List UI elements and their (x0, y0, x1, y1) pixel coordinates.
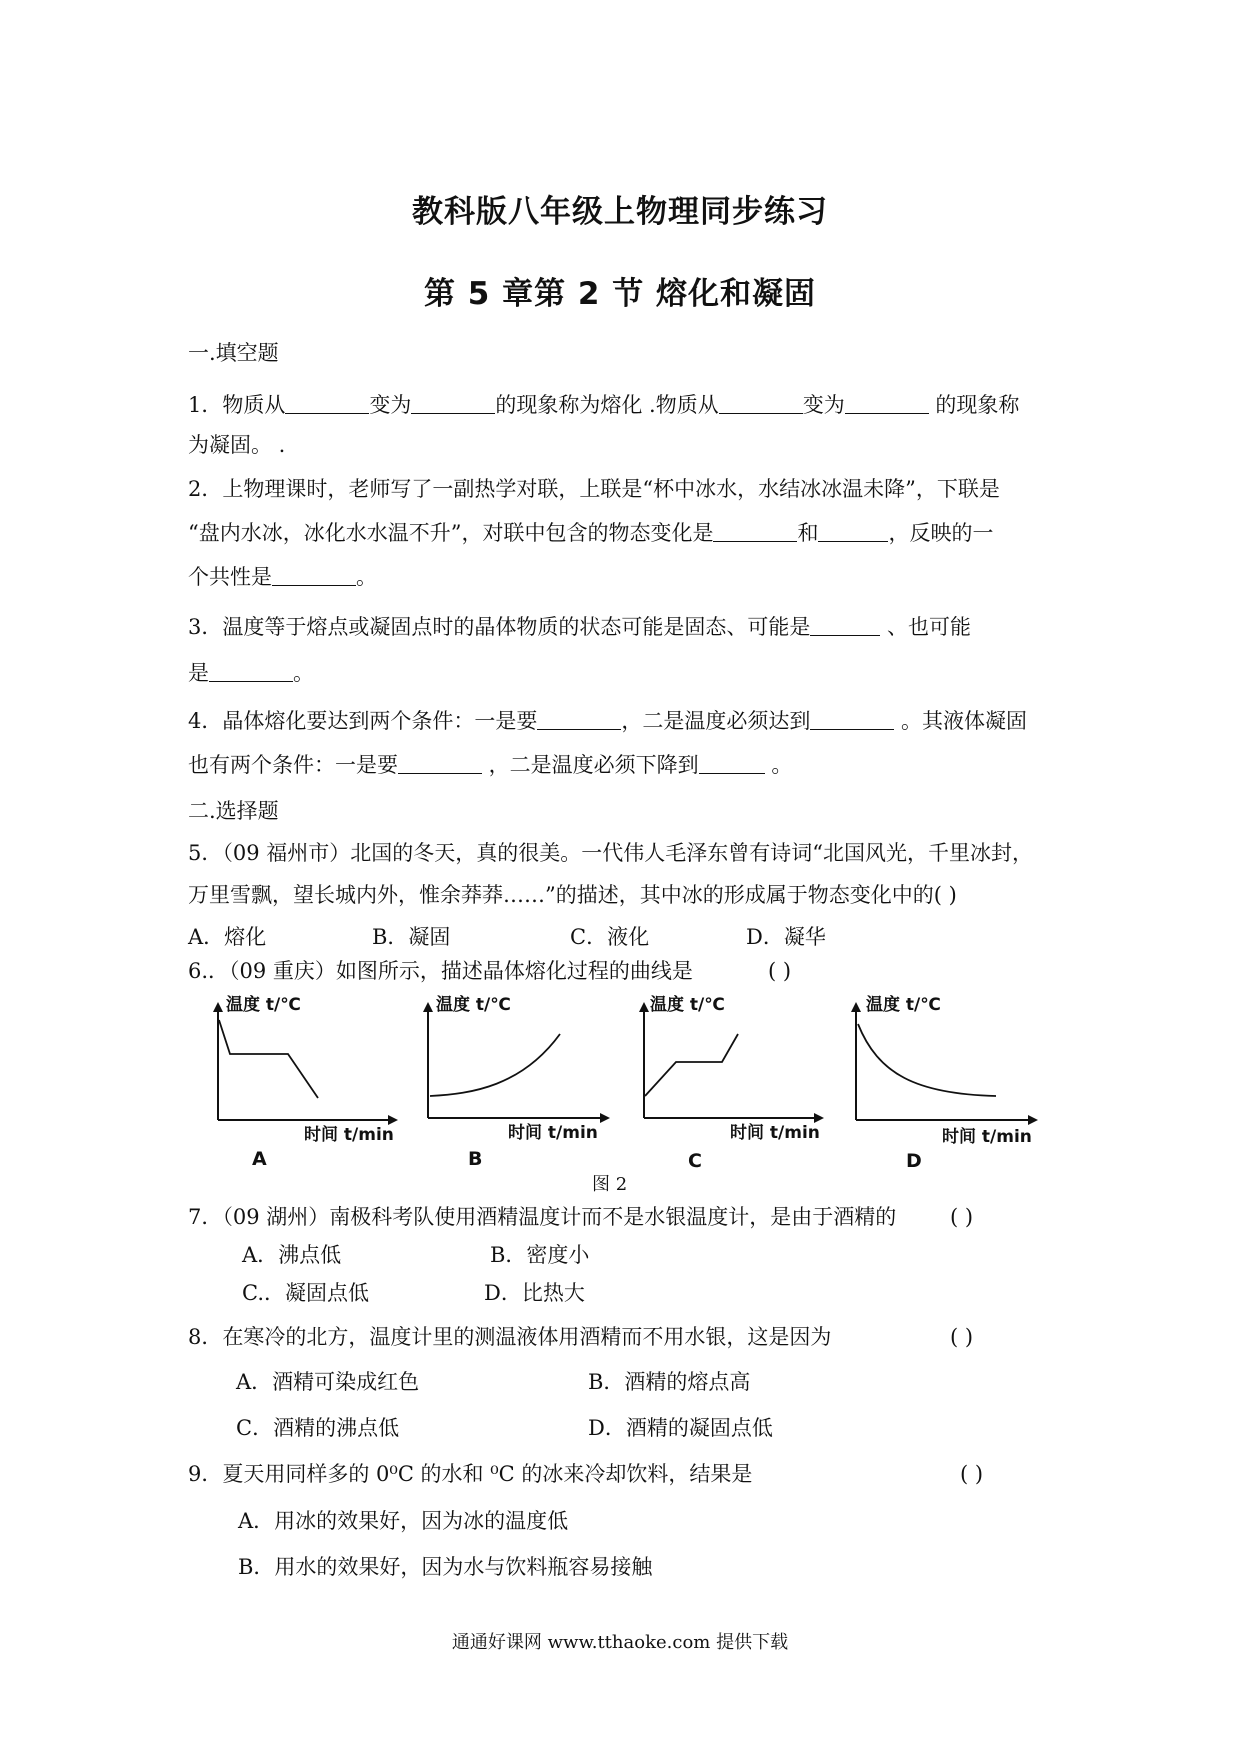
answer-blank[interactable] (285, 391, 369, 414)
graph-c[interactable] (626, 990, 826, 1190)
answer-blank[interactable] (209, 659, 293, 682)
graph-d-xlabel: 时间 t/min (942, 1127, 1032, 1147)
graph-c-ylabel: 温度 t/℃ (650, 995, 725, 1015)
question-8-text: 8．在寒冷的北方，温度计里的测温液体用酒精而不用水银，这是因为 (188, 1325, 832, 1349)
answer-blank[interactable] (719, 391, 803, 414)
q6-answer-paren[interactable]: ( ) (768, 959, 792, 983)
question-6-text: 6.．（09 重庆）如图所示，描述晶体熔化过程的曲线是 (188, 959, 693, 983)
answer-blank[interactable] (537, 707, 621, 730)
graph-c-plot (626, 1002, 826, 1132)
q5-option-b[interactable]: B．凝固 (372, 925, 451, 949)
curve-d (858, 1024, 996, 1096)
q9-answer-paren[interactable]: ( ) (960, 1462, 984, 1486)
x-axis-arrow-icon (600, 1113, 610, 1123)
q7-option-c[interactable]: C.．凝固点低 (242, 1281, 369, 1305)
q9-option-b[interactable]: B．用水的效果好，因为水与饮料瓶容易接触 (238, 1555, 653, 1579)
graph-a-letter: A (252, 1148, 267, 1170)
q8-answer-paren[interactable]: ( ) (950, 1325, 974, 1349)
q8-option-d[interactable]: D．酒精的凝固点低 (588, 1416, 773, 1440)
question-1-line-2: 为凝固。 . (188, 433, 286, 457)
section-multiple-choice: 二.选择题 (188, 799, 279, 823)
answer-blank[interactable] (411, 391, 495, 414)
question-7-text: 7．（09 湖州）南极科考队使用酒精温度计而不是水银温度计，是由于酒精的 (188, 1205, 897, 1229)
section-fill-in: 一.填空题 (188, 341, 279, 365)
curve-a (219, 1020, 318, 1098)
page-title: 教科版八年级上物理同步练习 (412, 194, 828, 230)
answer-blank[interactable] (818, 519, 888, 542)
question-3-line-1: 3．温度等于熔点或凝固点时的晶体物质的状态可能是固态、可能是 、也可能 (188, 615, 972, 639)
q9-option-a[interactable]: A．用冰的效果好，因为冰的温度低 (238, 1509, 569, 1533)
q5-option-a[interactable]: A．熔化 (188, 925, 267, 949)
q8-option-c[interactable]: C．酒精的沸点低 (236, 1416, 400, 1440)
graph-c-letter: C (688, 1150, 702, 1172)
answer-blank[interactable] (699, 751, 765, 774)
curve-c (645, 1034, 738, 1096)
graph-b[interactable] (412, 990, 612, 1190)
graph-d-ylabel: 温度 t/℃ (866, 995, 941, 1015)
answer-blank[interactable] (810, 707, 894, 730)
answer-blank[interactable] (845, 391, 929, 414)
y-axis-arrow-icon (851, 1002, 861, 1012)
q5-option-d[interactable]: D．凝华 (746, 925, 826, 949)
question-4-line-1: 4．晶体熔化要达到两个条件：一是要 ，二是温度必须达到 。其液体凝固 (188, 709, 1028, 733)
answer-blank[interactable] (713, 519, 797, 542)
graph-d-letter: D (906, 1150, 922, 1172)
graph-b-xlabel: 时间 t/min (508, 1123, 598, 1143)
graph-a[interactable] (200, 990, 400, 1190)
y-axis-arrow-icon (639, 1002, 649, 1012)
page-footer: 通通好课网 www.tthaoke.com 提供下载 (451, 1632, 789, 1653)
question-4-line-2: 也有两个条件：一是要 ，二是温度必须下降到 。 (188, 753, 793, 777)
graph-c-xlabel: 时间 t/min (730, 1123, 820, 1143)
graph-a-xlabel: 时间 t/min (304, 1125, 394, 1145)
question-9-text: 9．夏天用同样多的 0⁰C 的水和 ⁰C 的冰来冷却饮料，结果是 (188, 1462, 753, 1486)
question-2-line-3: 个共性是 。 (188, 565, 377, 589)
figure-caption: 图 2 (592, 1174, 628, 1195)
graph-a-plot (200, 1002, 400, 1132)
q8-option-b[interactable]: B．酒精的熔点高 (588, 1370, 751, 1394)
answer-blank[interactable] (398, 751, 482, 774)
q7-option-a[interactable]: A．沸点低 (242, 1243, 342, 1267)
question-1-line-1: 1．物质从 变为 的现象称为熔化 .物质从 变为 的现象称 (188, 393, 1020, 417)
graph-b-ylabel: 温度 t/℃ (436, 995, 511, 1015)
page-subtitle: 第 5 章第 2 节 熔化和凝固 (423, 276, 817, 312)
question-5-line-1: 5．（09 福州市）北国的冬天，真的很美。一代伟人毛泽东曾有诗词“北国风光，千里冰封， (188, 841, 1033, 865)
y-axis-arrow-icon (423, 1002, 433, 1012)
graph-b-plot (412, 1002, 612, 1132)
question-5-line-2: 万里雪飘，望长城内外，惟余莽莽……”的描述，其中冰的形成属于物态变化中的( ) (188, 883, 957, 907)
q7-answer-paren[interactable]: ( ) (950, 1205, 974, 1229)
q5-option-c[interactable]: C．液化 (570, 925, 650, 949)
graph-d[interactable] (836, 990, 1040, 1190)
question-2-line-1: 2．上物理课时，老师写了一副热学对联，上联是“杯中冰水，水结冰冰温未降”，下联是 (188, 477, 1000, 501)
q7-option-d[interactable]: D．比热大 (484, 1281, 585, 1305)
question-3-line-2: 是 。 (188, 661, 314, 685)
answer-blank[interactable] (810, 613, 880, 636)
curve-b (430, 1034, 560, 1096)
graph-d-plot (836, 1002, 1040, 1132)
graph-a-ylabel: 温度 t/℃ (226, 995, 301, 1015)
y-axis-arrow-icon (213, 1002, 223, 1012)
q7-option-b[interactable]: B．密度小 (490, 1243, 590, 1267)
q8-option-a[interactable]: A．酒精可染成红色 (236, 1370, 420, 1394)
graph-b-letter: B (468, 1148, 483, 1170)
question-2-line-2: “盘内水冰，冰化水水温不升”，对联中包含的物态变化是 和 ，反映的一 (188, 521, 994, 545)
answer-blank[interactable] (272, 563, 356, 586)
